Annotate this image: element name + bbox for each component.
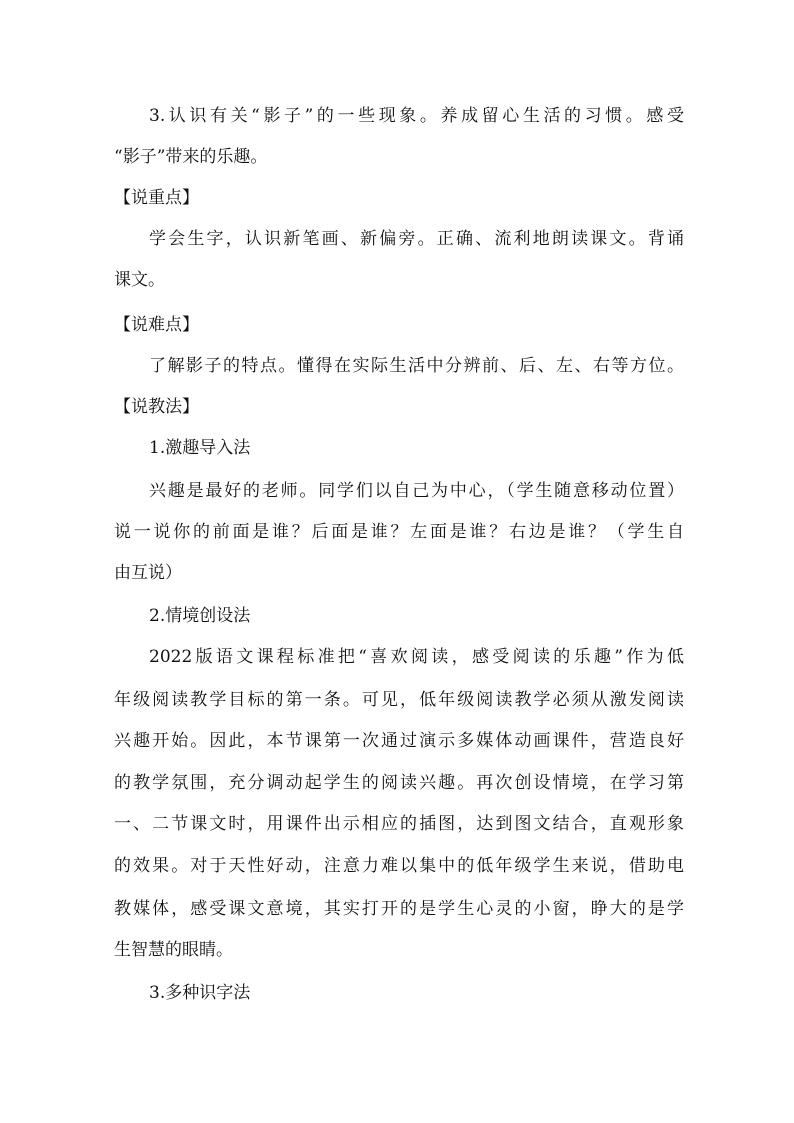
section-heading-difficulties: 【说难点】 <box>114 315 199 335</box>
text-line: “影子”带来的乐趣。 <box>114 147 268 167</box>
method-heading: 3.多种识字法 <box>149 983 251 1003</box>
text-line: 兴趣开始。因此，本节课第一次通过演示多媒体动画课件，营造良好 <box>114 731 684 751</box>
text-line: 3.认识有关“影子”的一些现象。养成留心生活的习惯。感受 <box>149 106 684 126</box>
text-line: 由互说） <box>114 563 182 583</box>
text-line: 的效果。对于天性好动，注意力难以集中的低年级学生来说，借助电 <box>114 856 684 876</box>
section-heading-teaching-methods: 【说教法】 <box>114 397 199 417</box>
text-line: 的教学氛围，充分调动起学生的阅读兴趣。再次创设情境，在学习第 <box>114 773 684 793</box>
text-line: 学会生字，认识新笔画、新偏旁。正确、流利地朗读课文。背诵 <box>149 229 684 249</box>
method-heading: 2.情境创设法 <box>149 606 251 626</box>
text-line: 说一说你的前面是谁？后面是谁？左面是谁？右边是谁？（学生自 <box>114 522 684 542</box>
section-heading-key-points: 【说重点】 <box>114 188 199 208</box>
text-line: 了解影子的特点。懂得在实际生活中分辨前、后、左、右等方位。 <box>149 356 684 376</box>
text-line: 教媒体，感受课文意境，其实打开的是学生心灵的小窗，睁大的是学 <box>114 899 684 919</box>
text-line: 2022版语文课程标准把“喜欢阅读，感受阅读的乐趣”作为低 <box>149 647 684 667</box>
text-line: 年级阅读教学目标的第一条。可见，低年级阅读教学必须从激发阅读 <box>114 690 684 710</box>
text-line: 一、二节课文时，用课件出示相应的插图，达到图文结合，直观形象 <box>114 814 684 834</box>
text-line: 兴趣是最好的老师。同学们以自己为中心，（学生随意移动位置） <box>149 481 684 501</box>
text-line: 生智慧的眼睛。 <box>114 940 233 960</box>
method-heading: 1.激趣导入法 <box>149 438 251 458</box>
text-line: 课文。 <box>114 270 165 290</box>
